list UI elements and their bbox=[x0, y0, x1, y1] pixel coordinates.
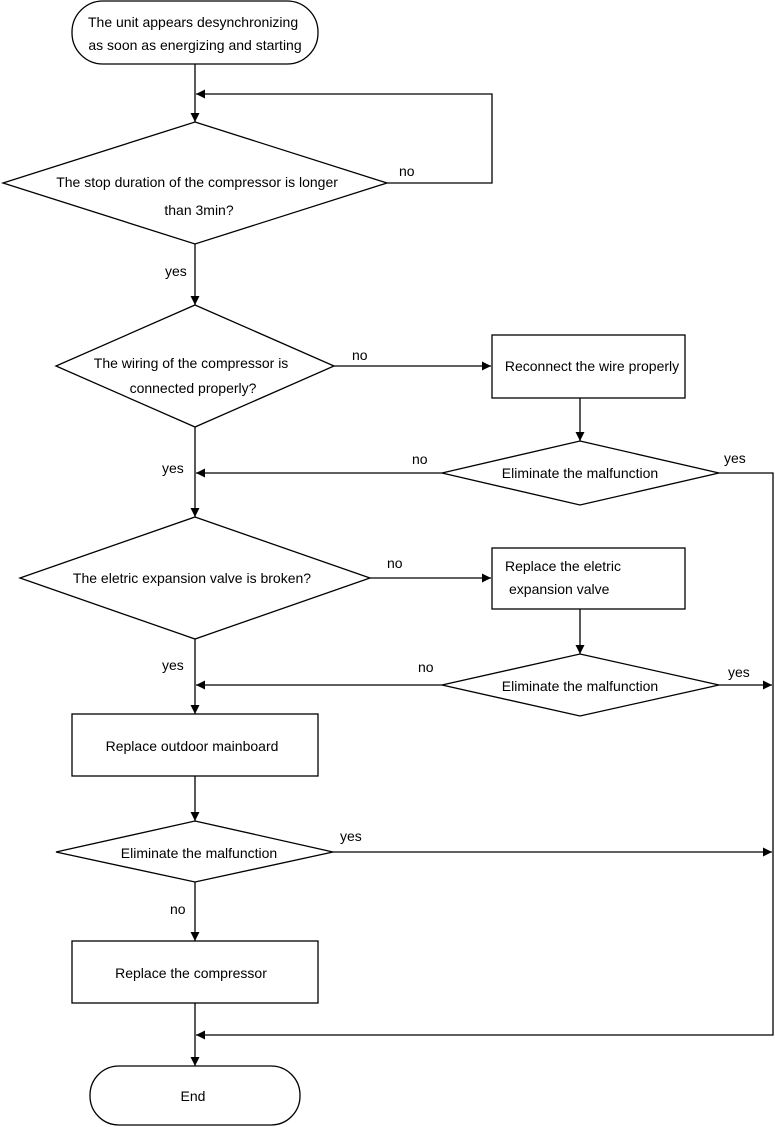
valve-line-1: The eletric expansion valve is broken? bbox=[72, 570, 312, 586]
start-line-2: as soon as energizing and starting bbox=[88, 37, 302, 53]
eliminate-decision-2 bbox=[442, 654, 719, 716]
eliminate-3-text bbox=[121, 845, 277, 861]
label-stop-no: no bbox=[399, 163, 415, 179]
stop-duration-decision bbox=[3, 122, 387, 244]
label-eliminate1-yes: yes bbox=[724, 450, 746, 466]
wiring-line-2: connected properly? bbox=[129, 380, 257, 396]
valve-decision bbox=[20, 517, 370, 639]
end-line-1: End bbox=[180, 1088, 206, 1104]
start-node bbox=[72, 1, 318, 64]
eliminate-3-line-1: Eliminate the malfunction bbox=[120, 845, 278, 861]
eliminate-decision-3 bbox=[56, 821, 333, 882]
eliminate-1-line-1: Eliminate the malfunction bbox=[501, 465, 659, 481]
eliminate-decision-1 bbox=[442, 441, 719, 505]
label-eliminate2-no: no bbox=[418, 659, 434, 675]
wiring-line-1: The wiring of the compressor is bbox=[93, 355, 289, 371]
label-wiring-no: no bbox=[352, 347, 368, 363]
label-valve-no: no bbox=[387, 555, 403, 571]
label-eliminate3-yes: yes bbox=[340, 828, 362, 844]
label-eliminate2-yes: yes bbox=[728, 664, 750, 680]
eliminate-2-text bbox=[502, 678, 658, 694]
replace-valve-process bbox=[492, 548, 685, 609]
label-eliminate3-no: no bbox=[170, 901, 186, 917]
stop-duration-line-1: The stop duration of the compressor is longer bbox=[56, 174, 338, 190]
replace-valve-line-1: Replace the eletric bbox=[505, 558, 621, 574]
replace-compressor-text bbox=[115, 965, 267, 981]
eliminate-1-text bbox=[502, 465, 658, 481]
replace-board-process bbox=[72, 714, 318, 776]
reconnect-line-1: Reconnect the wire properly bbox=[504, 358, 680, 374]
label-eliminate1-no: no bbox=[412, 451, 428, 467]
eliminate-2-line-1: Eliminate the malfunction bbox=[501, 678, 659, 694]
replace-compressor-process bbox=[72, 941, 318, 1003]
end-text bbox=[181, 1088, 206, 1104]
wiring-decision bbox=[56, 305, 334, 427]
replace-board-text bbox=[106, 738, 279, 754]
start-terminator bbox=[72, 1, 318, 64]
replace-valve-line-2: expansion valve bbox=[509, 581, 610, 597]
stop-duration-line-2: than 3min? bbox=[164, 202, 234, 218]
label-stop-yes: yes bbox=[165, 263, 187, 279]
replace-board-line-1: Replace outdoor mainboard bbox=[105, 738, 279, 754]
start-line-1: The unit appears desynchronizing bbox=[87, 14, 299, 30]
valve-text bbox=[73, 570, 311, 586]
label-valve-yes: yes bbox=[162, 657, 184, 673]
reconnect-text bbox=[505, 358, 679, 374]
replace-compressor-line-1: Replace the compressor bbox=[115, 965, 267, 981]
reconnect-process bbox=[492, 335, 685, 398]
label-wiring-yes: yes bbox=[162, 460, 184, 476]
end-node bbox=[90, 1066, 300, 1125]
